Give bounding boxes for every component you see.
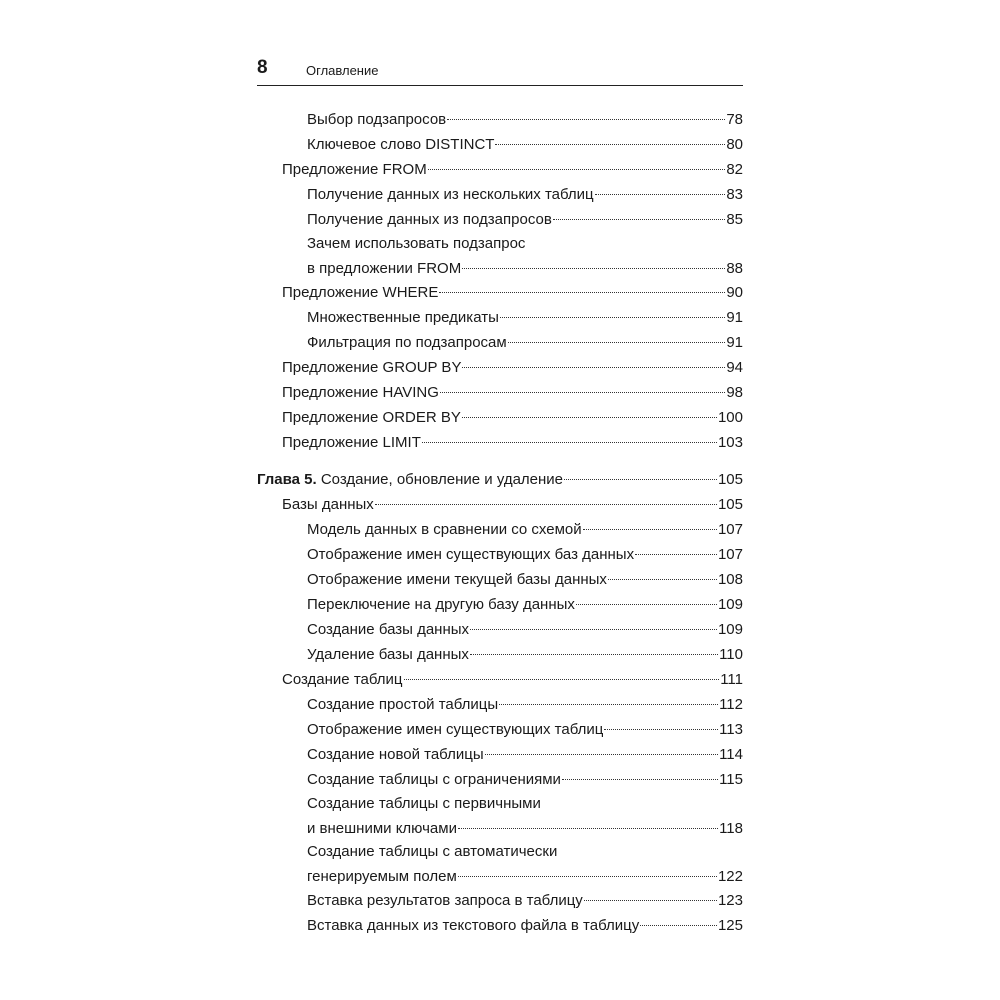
toc-entry xyxy=(307,717,743,742)
dot-leader xyxy=(499,704,718,705)
dot-leader xyxy=(640,925,717,926)
toc-entry-title: Создание новой таблицы xyxy=(307,746,484,763)
toc-entry-title: Модель данных в сравнении со схемой xyxy=(307,521,582,538)
toc-entry-title-line1: Создание таблицы с первичными xyxy=(307,795,541,812)
dot-leader xyxy=(508,342,726,343)
toc-entry-title: Отображение имен существующих баз данных xyxy=(307,546,635,563)
dot-leader xyxy=(462,367,725,368)
page-number: 8 xyxy=(257,57,268,78)
toc-entry-title: Переключение на другую базу данных xyxy=(307,596,575,613)
toc-entry xyxy=(307,592,743,617)
toc-entry-page: 110 xyxy=(719,646,743,663)
toc-entry-page: 98 xyxy=(726,384,743,401)
toc-entry-page: 94 xyxy=(726,359,743,376)
toc-entry-title: Множественные предикаты xyxy=(307,309,499,326)
toc-entry xyxy=(307,567,743,592)
toc-entry-page: 83 xyxy=(726,186,743,203)
toc-entry-title: Предложение LIMIT xyxy=(282,434,421,451)
toc-entry-page: 91 xyxy=(726,309,743,326)
toc-entry-page: 122 xyxy=(717,868,743,885)
toc-entry-title: Создание, обновление и удаление xyxy=(320,471,564,488)
dot-leader xyxy=(404,679,720,680)
toc-entry xyxy=(307,742,743,767)
toc-entry-title: Вставка результатов запроса в таблицу xyxy=(307,892,583,909)
toc-entry xyxy=(282,430,743,455)
dot-leader xyxy=(470,629,717,630)
toc-entry-page: 105 xyxy=(717,471,743,488)
toc-entry-title: Фильтрация по подзапросам xyxy=(307,334,507,351)
dot-leader xyxy=(375,504,717,505)
toc-entry-page: 82 xyxy=(726,161,743,178)
toc-entry xyxy=(307,330,743,355)
toc-entry-title: Предложение HAVING xyxy=(282,384,439,401)
toc-entry xyxy=(307,692,743,717)
toc-entry xyxy=(307,617,743,642)
toc-entry-title: Ключевое слово DISTINCT xyxy=(307,136,495,153)
toc-entry-page: 103 xyxy=(717,434,743,451)
dot-leader xyxy=(447,119,725,120)
dot-leader xyxy=(635,554,717,555)
toc-entry xyxy=(307,840,743,889)
toc-entry-title: Базы данных xyxy=(282,496,374,513)
dot-leader xyxy=(470,654,718,655)
dot-leader xyxy=(553,219,726,220)
toc-entry xyxy=(282,280,743,305)
toc-entry xyxy=(307,517,743,542)
dot-leader xyxy=(576,604,717,605)
dot-leader xyxy=(584,900,717,901)
toc-entry-title: Создание таблицы с ограничениями xyxy=(307,771,561,788)
dot-leader xyxy=(562,779,718,780)
toc-entry xyxy=(307,767,743,792)
toc-entry-page: 109 xyxy=(717,621,743,638)
toc-entry xyxy=(307,888,743,913)
dot-leader xyxy=(440,392,725,393)
dot-leader xyxy=(428,169,726,170)
toc-entry xyxy=(307,132,743,157)
toc-entry-title: Выбор подзапросов xyxy=(307,111,447,128)
running-title: Оглавление xyxy=(306,63,379,78)
toc-entry-title: в предложении FROM xyxy=(307,260,462,277)
toc-entry-page: 108 xyxy=(717,571,743,588)
dot-leader xyxy=(422,442,717,443)
dot-leader xyxy=(495,144,725,145)
toc-entry-page: 100 xyxy=(717,409,743,426)
dot-leader xyxy=(485,754,718,755)
book-page xyxy=(257,55,743,934)
dot-leader xyxy=(462,417,717,418)
dot-leader xyxy=(500,317,725,318)
toc-entry-page: 88 xyxy=(726,260,743,277)
dot-leader xyxy=(595,194,726,195)
toc-entry xyxy=(307,305,743,330)
toc-chapter-entry xyxy=(257,467,743,492)
toc-entry-title: и внешними ключами xyxy=(307,820,457,837)
dot-leader xyxy=(564,479,717,480)
toc-entry-title: Предложение WHERE xyxy=(282,284,439,301)
dot-leader xyxy=(604,729,718,730)
toc-entry-page: 113 xyxy=(719,721,743,738)
toc-entry-page: 85 xyxy=(726,211,743,228)
toc-entry-title: Предложение FROM xyxy=(282,161,427,178)
toc-entry xyxy=(282,405,743,430)
dot-leader xyxy=(458,828,718,829)
toc-entry xyxy=(282,667,743,692)
toc-entry-page: 123 xyxy=(717,892,743,909)
toc-entry xyxy=(307,232,743,281)
toc-entry xyxy=(307,107,743,132)
toc-entry-title: Создание базы данных xyxy=(307,621,470,638)
toc-entry-page: 115 xyxy=(719,771,743,788)
dot-leader xyxy=(462,268,725,269)
toc-entry-title: Отображение имени текущей базы данных xyxy=(307,571,607,588)
toc-entry-title: Создание простой таблицы xyxy=(307,696,499,713)
toc-entry-page: 90 xyxy=(726,284,743,301)
toc-entry-title: Предложение GROUP BY xyxy=(282,359,462,376)
toc-entry-title: Получение данных из подзапросов xyxy=(307,211,552,228)
toc-entry xyxy=(282,492,743,517)
toc-entry-page: 78 xyxy=(726,111,743,128)
toc-entry-title: генерируемым полем xyxy=(307,868,457,885)
toc-entry-page: 105 xyxy=(717,496,743,513)
toc-entry-title: Удаление базы данных xyxy=(307,646,469,663)
toc-entry xyxy=(282,355,743,380)
toc-entry xyxy=(307,642,743,667)
toc-entry-page: 112 xyxy=(719,696,743,713)
page-header xyxy=(257,55,743,86)
toc-entry xyxy=(307,542,743,567)
dot-leader xyxy=(583,529,717,530)
toc-entry-page: 118 xyxy=(719,820,743,837)
toc-entry-title: Предложение ORDER BY xyxy=(282,409,461,426)
dot-leader xyxy=(458,876,717,877)
toc-entry xyxy=(307,182,743,207)
toc-entry-page: 80 xyxy=(726,136,743,153)
toc-entry-title-line1: Создание таблицы с автоматически xyxy=(307,843,558,860)
toc-entry xyxy=(282,157,743,182)
toc-entry xyxy=(307,792,743,841)
toc-entry-page: 111 xyxy=(720,671,743,688)
toc-entry-page: 114 xyxy=(719,746,743,763)
toc-entry-title: Отображение имен существующих таблиц xyxy=(307,721,604,738)
toc-entry-page: 125 xyxy=(717,917,743,934)
chapter-label: Глава 5. xyxy=(257,471,317,488)
toc-entry xyxy=(307,913,743,938)
toc-entry xyxy=(282,380,743,405)
toc-entry-page: 109 xyxy=(717,596,743,613)
dot-leader xyxy=(439,292,725,293)
toc-entry-title: Вставка данных из текстового файла в таблицу xyxy=(307,917,640,934)
toc-entry-title: Получение данных из нескольких таблиц xyxy=(307,186,594,203)
toc-entry-page: 107 xyxy=(717,521,743,538)
toc-entry-page: 107 xyxy=(717,546,743,563)
toc-entry-page: 91 xyxy=(726,334,743,351)
toc-entry-title: Создание таблиц xyxy=(282,671,403,688)
toc-entry-title-line1: Зачем использовать подзапрос xyxy=(307,235,526,252)
toc-entry xyxy=(307,207,743,232)
dot-leader xyxy=(608,579,717,580)
